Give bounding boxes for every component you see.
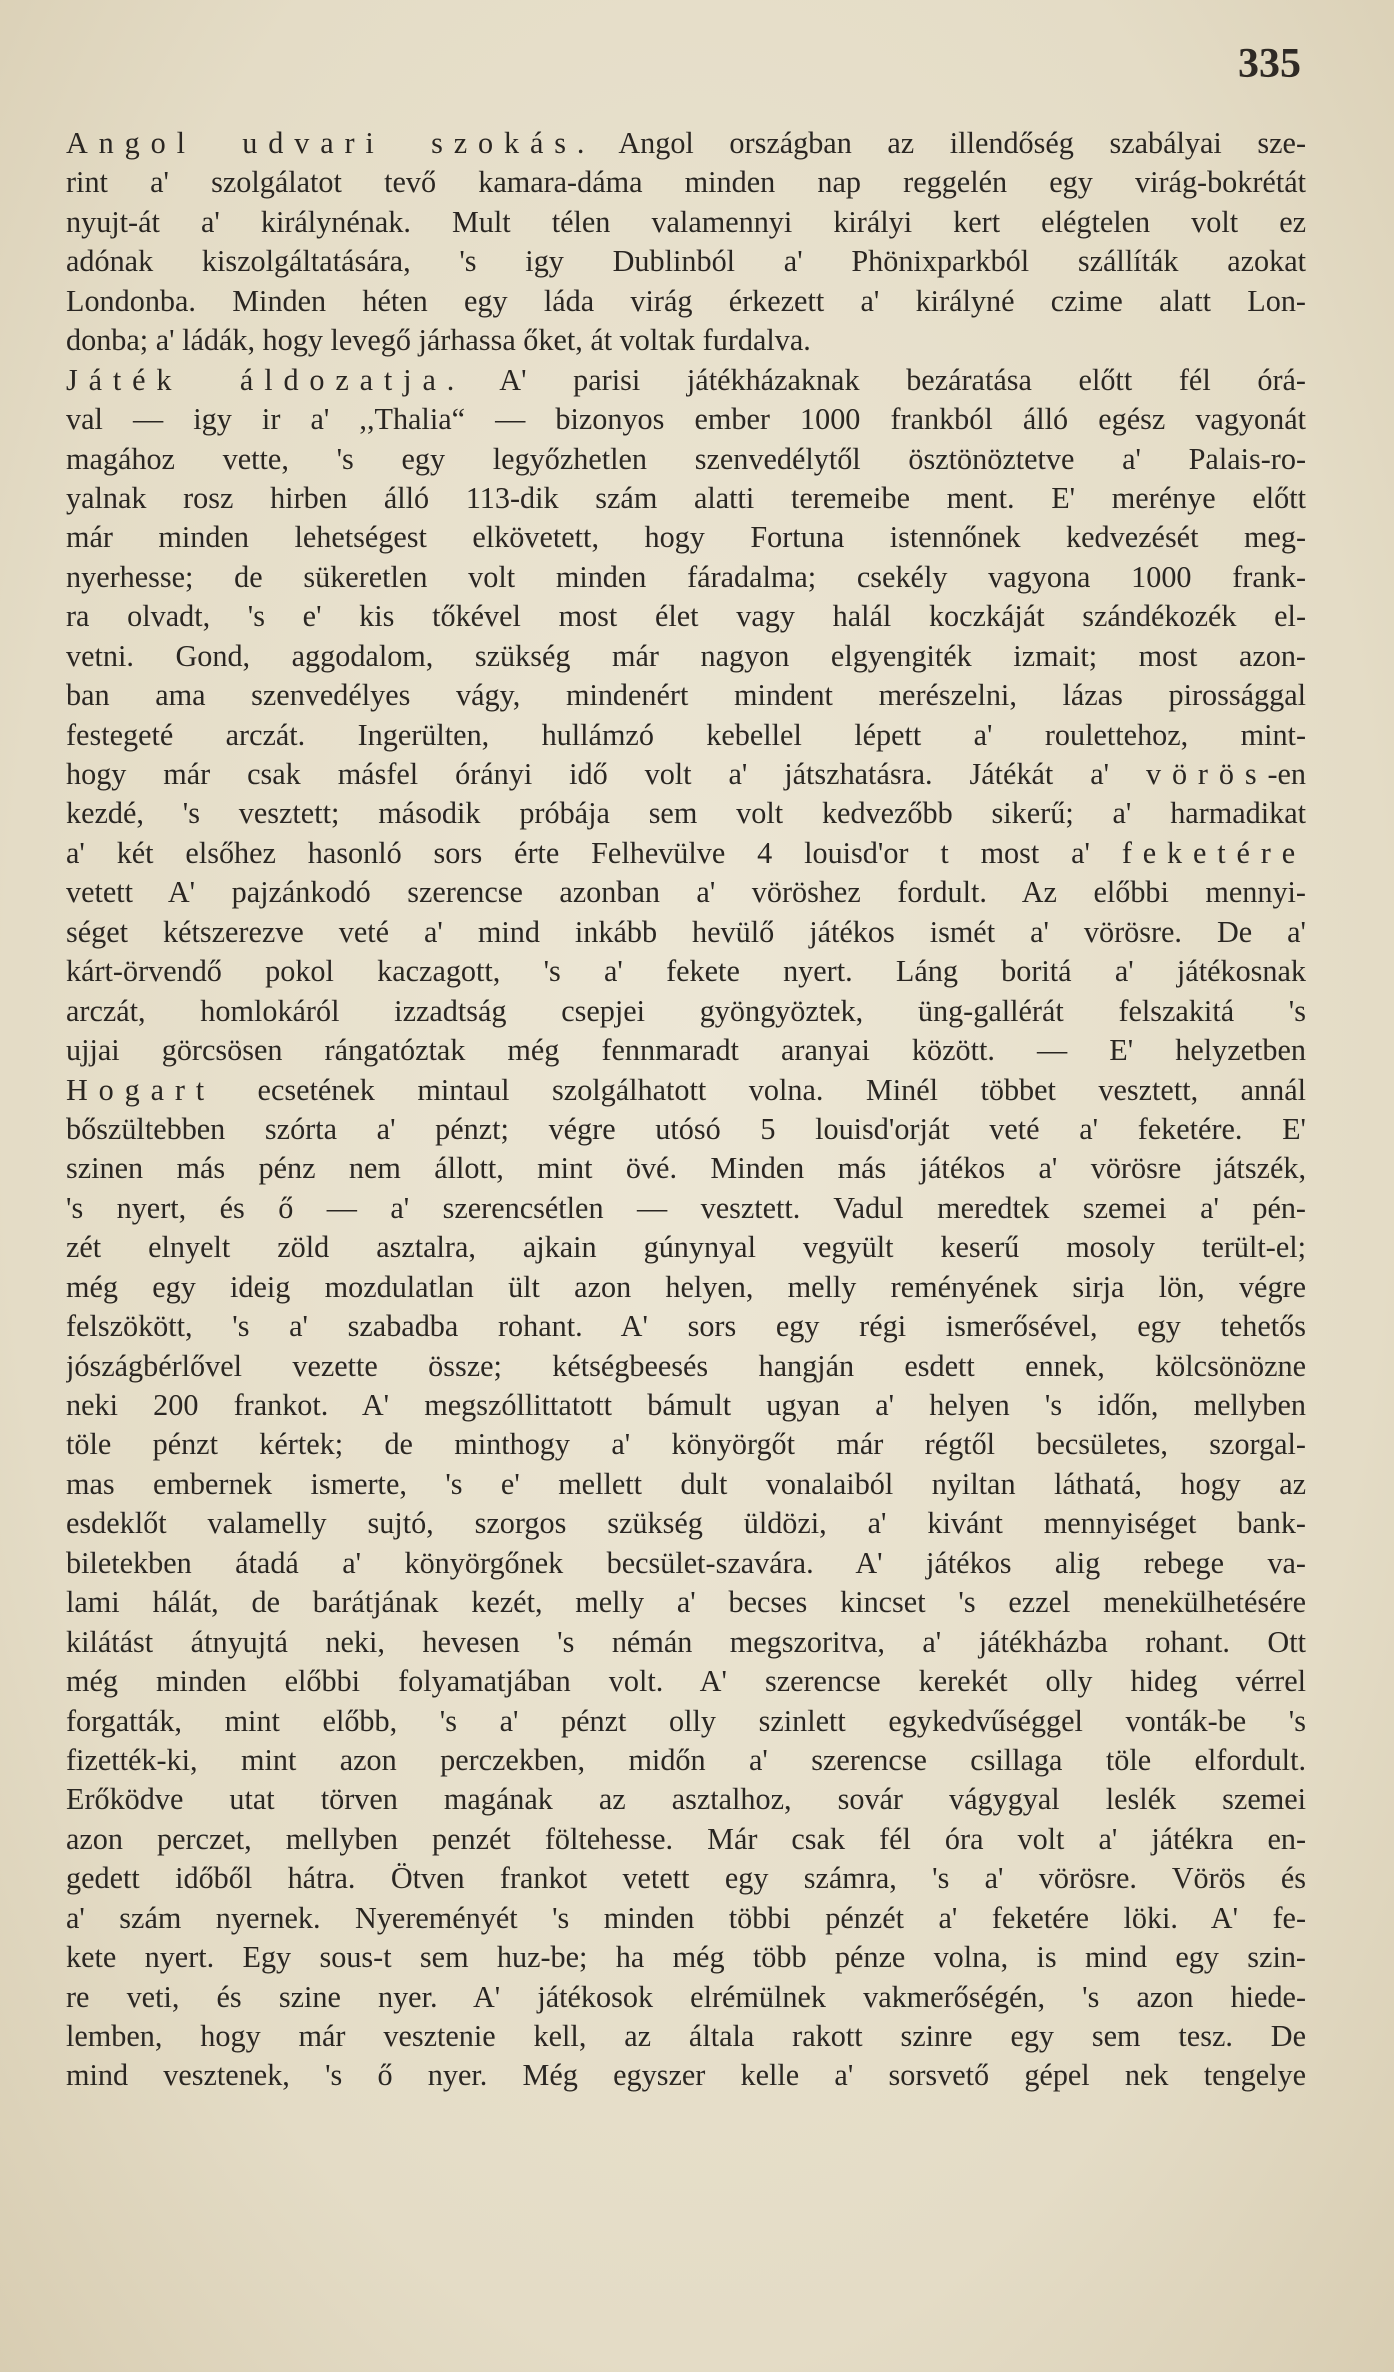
line-text: séget kétszerezve veté a' mind inkább hevülő játékos ismét a' vörösre. De a' bbox=[66, 914, 1306, 949]
line-text: esdeklőt valamelly sujtó, szorgos szükség üldözi, a' kivánt mennyiséget bank- bbox=[66, 1506, 1306, 1541]
text-line bbox=[66, 1662, 1306, 1701]
text-line bbox=[66, 1623, 1306, 1662]
spaced-emphasis: Hogart bbox=[66, 1072, 216, 1107]
line-text: festegeté arczát. Ingerülten, hullámzó kebellel lépett a' roulettehoz, mint- bbox=[66, 717, 1306, 752]
spaced-emphasis: Angol udvari szokás bbox=[66, 126, 577, 160]
line-text: gedett időből hátra. Ötven frankot vetett egy számra, 's a' vörösre. Vörös és bbox=[66, 1861, 1306, 1896]
text-line bbox=[66, 952, 1306, 991]
spaced-emphasis: feketére bbox=[1121, 835, 1306, 870]
line-text: kilátást átnyujtá neki, hevesen 's némán megszoritva, a' játékházba rohant. Ott bbox=[66, 1624, 1306, 1659]
page-number: 335 bbox=[1238, 41, 1301, 87]
text-line bbox=[66, 1504, 1306, 1543]
text-line bbox=[66, 1189, 1306, 1228]
line-text: kete nyert. Egy sous-t sem huz-be; ha még több pénze volna, is mind egy szin- bbox=[66, 1940, 1306, 1975]
text-line bbox=[66, 1859, 1306, 1898]
line-text: bőszültebben szórta a' pénzt; végre utósó 5 louisd'orját veté a' feketére. E' bbox=[66, 1111, 1306, 1146]
line-text: kárt-örvendő pokol kaczagott, 's a' fekete nyert. Láng boritá a' játékosnak bbox=[66, 954, 1306, 989]
line-text: kezdé, 's vesztett; második próbája sem volt kedvezőbb sikerű; a' harmadikat bbox=[66, 796, 1306, 831]
text-line bbox=[66, 716, 1306, 755]
text-line bbox=[66, 124, 1306, 163]
line-text: forgatták, mint előbb, 's a' pénzt olly szinlett egykedvűséggel vonták-be 's bbox=[66, 1703, 1306, 1738]
text-line bbox=[66, 1741, 1306, 1780]
text-line bbox=[66, 1110, 1306, 1149]
line-text: donba; a' ládák, hogy levegő járhassa őket, át voltak furdalva. bbox=[66, 323, 811, 358]
line-text: . A' parisi játékházaknak bezáratása előtt fél órá- bbox=[446, 362, 1306, 397]
text-line bbox=[66, 794, 1306, 833]
line-text: 's nyert, és ő — a' szerencsétlen — vesztett. Vadul meredtek szemei a' pén- bbox=[66, 1190, 1306, 1225]
text-line bbox=[66, 834, 1306, 873]
line-text: adónak kiszolgáltatására, 's igy Dublinból a' Phönixparkból szállíták azokat bbox=[66, 244, 1306, 279]
text-line bbox=[66, 203, 1306, 242]
text-line bbox=[66, 992, 1306, 1031]
line-text: -en bbox=[1267, 757, 1306, 791]
line-text: szinen más pénz nem állott, mint övé. Minden más játékos a' vörösre játszék, bbox=[66, 1151, 1306, 1186]
text-line bbox=[66, 1386, 1306, 1425]
text-line bbox=[66, 597, 1306, 636]
line-text: zét elnyelt zöld asztalra, ajkain gúnynyal vegyült keserű mosoly terült-el; bbox=[66, 1230, 1306, 1265]
line-text: lami hálát, de barátjának kezét, melly a' becses kincset 's ezzel menekülhetésére bbox=[66, 1585, 1306, 1620]
text-line bbox=[66, 242, 1306, 281]
text-line bbox=[66, 873, 1306, 912]
line-text: nyujt-át a' királynénak. Mult télen valamennyi királyi kert elégtelen volt ez bbox=[66, 204, 1306, 239]
line-text: nyerhesse; de sükeretlen volt minden fáradalma; csekély vagyona 1000 frank- bbox=[66, 559, 1306, 594]
text-line bbox=[66, 2056, 1306, 2095]
text-line bbox=[66, 361, 1306, 400]
text-line bbox=[66, 1347, 1306, 1386]
line-text: mind vesztenek, 's ő nyer. Még egyszer kelle a' sorsvető gépel nek tengelye bbox=[66, 2058, 1306, 2093]
line-text: már minden lehetségest elkövetett, hogy Fortuna istennőnek kedvezését meg- bbox=[66, 520, 1306, 555]
line-text: a' szám nyernek. Nyereményét 's minden többi pénzét a' feketére löki. A' fe- bbox=[66, 1900, 1306, 1935]
text-line bbox=[66, 163, 1306, 202]
text-line bbox=[66, 1899, 1306, 1938]
text-line bbox=[66, 518, 1306, 557]
text-line bbox=[66, 1268, 1306, 1307]
line-text: fizették-ki, mint azon perczekben, midőn a' szerencse csillaga töle elfordult. bbox=[66, 1742, 1306, 1777]
text-line bbox=[66, 282, 1306, 321]
line-text: ujjai görcsösen rángatóztak még fennmaradt aranyai között. — E' helyzetben bbox=[66, 1033, 1306, 1068]
text-line bbox=[66, 1702, 1306, 1741]
line-text: val — igy ir a' ,,Thalia“ — bizonyos ember 1000 frankból álló egész vagyonát bbox=[66, 402, 1306, 437]
line-text: ra olvadt, 's e' kis tőkével most élet vagy halál koczkáját szándékozék el- bbox=[66, 599, 1306, 634]
text-line bbox=[66, 637, 1306, 676]
line-text: vetni. Gond, aggodalom, szükség már nagyon elgyengiték izmait; most azon- bbox=[66, 638, 1306, 673]
line-text: hogy már csak másfel órányi idő volt a' játszhatásra. Játékát a' bbox=[66, 757, 1146, 791]
page-body-text bbox=[66, 124, 1306, 2096]
text-line bbox=[66, 1307, 1306, 1346]
line-text: jószágbérlővel vezette össze; kétségbeesés hangján esdett ennek, kölcsönözne bbox=[66, 1348, 1306, 1383]
text-line bbox=[66, 400, 1306, 439]
text-line bbox=[66, 321, 1306, 360]
line-text: mas embernek ismerte, 's e' mellett dult vonalaiból nyiltan láthatá, hogy az bbox=[66, 1466, 1306, 1501]
line-text: még minden előbbi folyamatjában volt. A' szerencse kerekét olly hideg vérrel bbox=[66, 1664, 1306, 1699]
text-line bbox=[66, 676, 1306, 715]
line-text: re veti, és szine nyer. A' játékosok elrémülnek vakmerőségén, 's azon hiede- bbox=[66, 1979, 1306, 2014]
line-text: neki 200 frankot. A' megszóllittatott bámult ugyan a' helyen 's időn, mellyben bbox=[66, 1388, 1306, 1422]
line-text: biletekben átadá a' könyörgőnek becsület-szavára. A' játékos alig rebege va- bbox=[66, 1545, 1306, 1580]
text-line bbox=[66, 1978, 1306, 2017]
line-text: a' két elsőhez hasonló sors érte Felhevülve 4 louisd'or t most a' bbox=[66, 835, 1122, 870]
text-line bbox=[66, 755, 1306, 794]
text-line bbox=[66, 1820, 1306, 1859]
text-line bbox=[66, 1465, 1306, 1504]
text-line bbox=[66, 1938, 1306, 1977]
line-text: ecsetének mintaul szolgálhatott volna. Minél többet vesztett, annál bbox=[215, 1072, 1306, 1107]
line-text: arczát, homlokáról izzadtság csepjei gyöngyöztek, üng-gallérát felszakitá 's bbox=[66, 993, 1306, 1028]
line-text: azon perczet, mellyben penzét föltehesse. Már csak fél óra volt a' játékra en- bbox=[66, 1821, 1306, 1856]
text-line bbox=[66, 1031, 1306, 1070]
line-text: felszökött, 's a' szabadba rohant. A' sors egy régi ismerősével, egy tehetős bbox=[66, 1309, 1306, 1344]
line-text: töle pénzt kértek; de minthogy a' könyörgőt már régtől becsületes, szorgal- bbox=[66, 1427, 1306, 1462]
line-text: Londonba. Minden héten egy láda virág érkezett a' királyné czime alatt Lon- bbox=[66, 283, 1306, 318]
line-text: yalnak rosz hirben álló 113-dik szám alatti teremeibe ment. E' merénye előtt bbox=[66, 480, 1306, 515]
text-line bbox=[66, 1149, 1306, 1188]
text-line bbox=[66, 440, 1306, 479]
text-line bbox=[66, 1425, 1306, 1464]
spaced-emphasis: vörös bbox=[1146, 757, 1268, 791]
text-line bbox=[66, 2017, 1306, 2056]
text-line bbox=[66, 913, 1306, 952]
line-text: rint a' szolgálatot tevő kamara-dáma minden nap reggelén egy virág-bokrétát bbox=[66, 165, 1306, 200]
text-line bbox=[66, 1071, 1306, 1110]
text-line bbox=[66, 479, 1306, 518]
line-text: lemben, hogy már vesztenie kell, az általa rakott szinre egy sem tesz. De bbox=[66, 2019, 1306, 2053]
line-text: magához vette, 's egy legyőzhetlen szenvedélytől ösztönöztetve a' Palais-ro- bbox=[66, 441, 1306, 476]
text-line bbox=[66, 1780, 1306, 1819]
line-text: vetett A' pajzánkodó szerencse azonban a' vöröshez fordult. Az előbbi mennyi- bbox=[66, 875, 1306, 910]
spaced-emphasis: Játék áldozatja bbox=[66, 362, 447, 397]
text-line bbox=[66, 1583, 1306, 1622]
line-text: Erőködve utat törven magának az asztalhoz, sovár vágygyal leslék szemei bbox=[66, 1782, 1306, 1817]
text-line bbox=[66, 1544, 1306, 1583]
line-text: ban ama szenvedélyes vágy, mindenért mindent merészelni, lázas pirossággal bbox=[66, 678, 1306, 713]
text-line bbox=[66, 558, 1306, 597]
line-text: . Angol országban az illendőség szabályai sze- bbox=[576, 126, 1306, 160]
text-line bbox=[66, 1228, 1306, 1267]
line-text: még egy ideig mozdulatlan ült azon helyen, melly reményének sirja lön, végre bbox=[66, 1269, 1306, 1304]
